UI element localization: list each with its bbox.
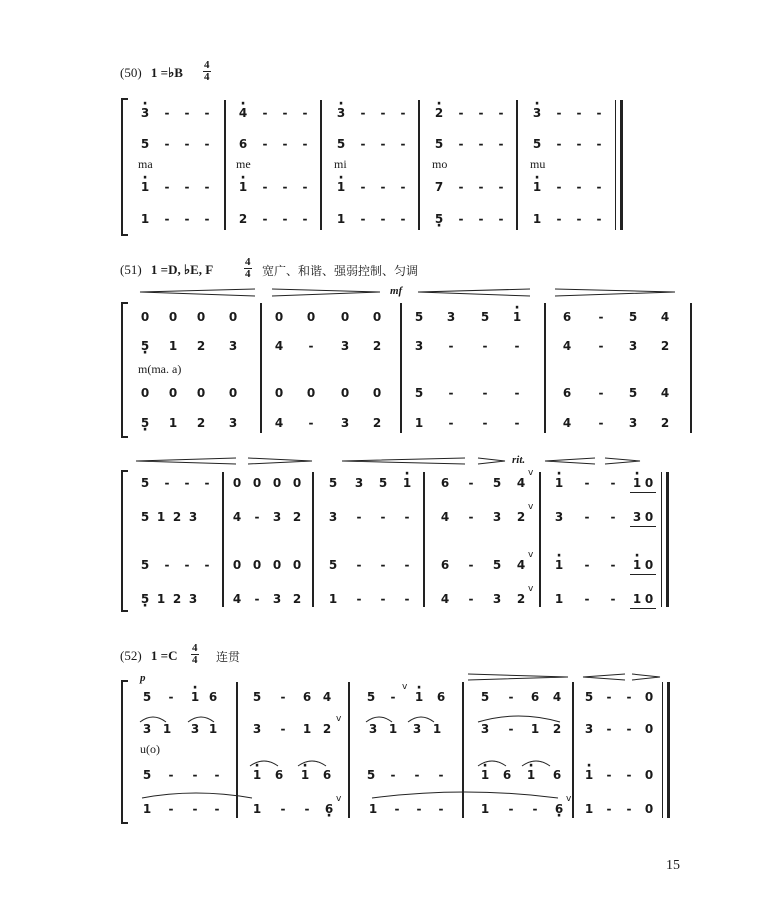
note: · 2 (432, 106, 446, 120)
ex52-number: (52) (120, 648, 142, 663)
ex50-lyric-5: mu (530, 157, 546, 171)
ex52-lyric: u(o) (140, 742, 160, 756)
ex50-key: 1 =♭B (150, 65, 183, 80)
ex51-description: 宽广、和谐、强弱控制、匀调 (262, 264, 419, 278)
ex51-number: (51) (120, 262, 142, 277)
note: · 3 (530, 106, 544, 120)
ex50-lyric-3: mi (334, 157, 347, 171)
ex52-dynamic-p: p (140, 672, 146, 684)
ex50-lyric-4: mo (432, 157, 448, 171)
ex52-time-den: 4 (192, 654, 198, 666)
ex50-lyric-1: ma (138, 157, 153, 171)
ex51-dynamic-mf: mf (390, 285, 403, 297)
ex50-time-den: 4 (204, 71, 210, 83)
ex50-time-num: 4 (204, 59, 210, 71)
ex50-lyric-2: me (236, 157, 251, 171)
ex51-time-den: 4 (245, 268, 251, 280)
ex51-lyric: m(ma. a) (138, 362, 182, 376)
ex51-key: 1 =D, ♭E, F (150, 262, 214, 277)
ex52-key: 1 =C (150, 648, 178, 663)
ex51-dynamic-rit: rit. (512, 454, 526, 466)
note: · 3 (138, 106, 152, 120)
note: · 3 (334, 106, 348, 120)
ex51-time-num: 4 (245, 256, 251, 268)
ex52-time-num: 4 (192, 642, 198, 654)
note: · 4 (236, 106, 250, 120)
page-number: 15 (666, 858, 680, 873)
ex52-description: 连贯 (216, 650, 241, 664)
ex50-number: (50) (120, 65, 142, 80)
